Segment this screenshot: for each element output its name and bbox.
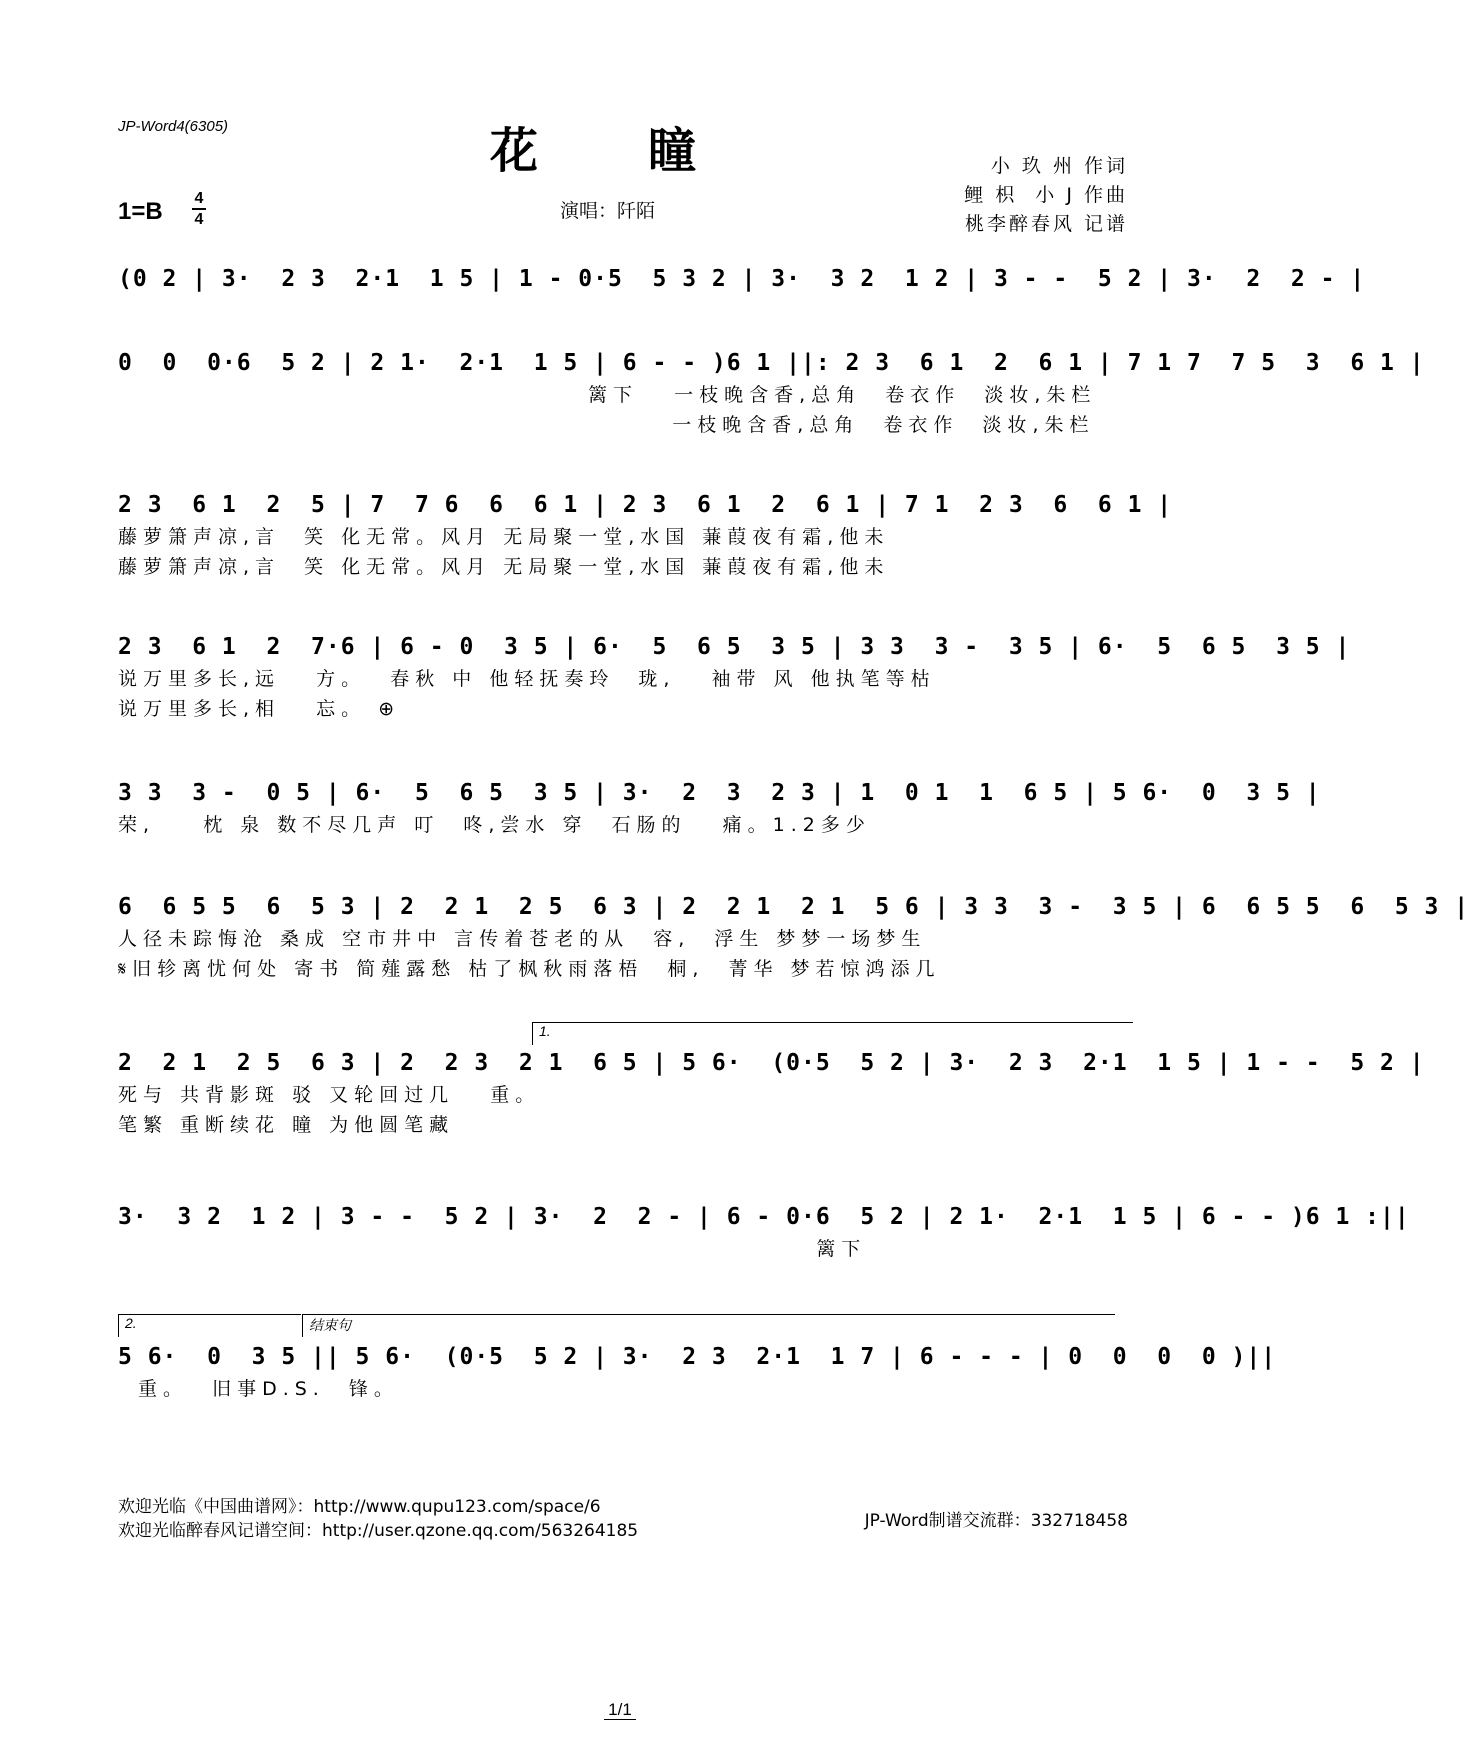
notes-line: 2 2 1 2 5 6 3 | 2 2 3 2 1 6 5 | 5 6· (0·5 5 2 | 3· 2 3 2·1 1 5 | 1 - - 5 2 | <box>118 1050 1425 1076</box>
lyrics-verse-1: 篱下 <box>118 1238 867 1260</box>
lyrics-verse-2: 笔繁 重断续花 瞳 为他圆笔藏 <box>118 1114 455 1136</box>
lyrics-verse-1: 说万里多长,远 方。 春秋 中 他轻抚奏玲 珑, 袖带 风 他执笔等枯 <box>118 668 936 690</box>
key-signature: 1=B <box>118 198 163 225</box>
second-ending-bracket: 2. <box>118 1314 301 1337</box>
singer-credit: 演唱：阡陌 <box>560 200 656 222</box>
page-number-text: 1/1 <box>604 1700 636 1720</box>
footer-link-line-1[interactable]: 欢迎光临《中国曲谱网》：http://www.qupu123.com/space/6 <box>118 1497 601 1517</box>
lyrics-verse-1: 死与 共背影斑 驳 又轮回过几 重。 <box>118 1084 541 1106</box>
time-signature-top: 4 <box>194 190 204 207</box>
score-system-6 <box>118 890 1469 984</box>
notes-line: 2 3 6 1 2 5 | 7 7 6 6 6 1 | 2 3 6 1 2 6 1 | 7 1 2 3 6 6 1 | <box>118 492 1173 518</box>
footer-link-line-2[interactable]: 欢迎光临醉春风记谱空间：http://user.qzone.qq.com/563264185 <box>118 1521 639 1541</box>
lyrics-verse-1: 重。 旧事D.S. 锋。 <box>138 1378 399 1400</box>
score-system-3 <box>118 488 1173 582</box>
notes-line: (0 2 | 3· 2 3 2·1 1 5 | 1 - 0·5 5 3 2 | 3· 3 2 1 2 | 3 - - 5 2 | 3· 2 2 - | <box>118 266 1366 292</box>
lyrics-verse-1: 人径未踪悔沧 桑成 空市井中 言传着苍老的从 容, 浮生 梦梦一场梦生 <box>118 928 927 950</box>
software-label: JP-Word4(6305) <box>118 118 229 135</box>
time-signature-bottom: 4 <box>194 211 204 228</box>
score-system-1 <box>118 262 1366 296</box>
credits <box>964 152 1128 239</box>
ending-phrase-bracket: 结束句 <box>302 1314 1115 1337</box>
footer-links <box>118 1495 638 1543</box>
footer-group-info: JP-Word制谱交流群：332718458 <box>864 1511 1128 1531</box>
page-number <box>0 1700 1240 1720</box>
song-title: 花瞳 <box>490 123 807 179</box>
lyrics-verse-2: 说万里多长,相 忘。 ⊕ <box>118 698 401 720</box>
score-system-5 <box>118 776 1321 840</box>
score-system-9 <box>118 1340 1277 1404</box>
composer-credit: 鲤 枳 小 J 作曲 <box>964 184 1128 206</box>
transcriber-credit: 桃李醉春风 记谱 <box>964 213 1128 235</box>
notes-line: 3· 3 2 1 2 | 3 - - 5 2 | 3· 2 2 - | 6 - 0·6 5 2 | 2 1· 2·1 1 5 | 6 - - )6 1 :|| <box>118 1204 1410 1230</box>
time-signature <box>192 190 206 228</box>
lyrics-verse-1: 荣, 枕 泉 数不尽几声 叮 咚,尝水 穿 石肠的 痛。1.2多少 <box>118 814 871 836</box>
lyricist-credit: 小 玖 州 作词 <box>990 155 1128 177</box>
score-system-2 <box>118 346 1425 440</box>
notes-line: 0 0 0·6 5 2 | 2 1· 2·1 1 5 | 6 - - )6 1 ||: 2 3 6 1 2 6 1 | 7 1 7 7 5 3 6 1 | <box>118 350 1425 376</box>
lyrics-verse-1: 藤萝箫声凉,言 笑 化无常。风月 无局聚一堂,水国 蒹葭夜有霜,他未 <box>118 526 890 548</box>
score-system-8 <box>118 1200 1410 1264</box>
lyrics-verse-2: 一枝晚含香,总角 卷衣作 淡妆,朱栏 <box>588 414 1095 436</box>
lyrics-verse-2: 𝄋旧轸离忧何处 寄书 简薤露愁 枯了枫秋雨落梧 桐, 菁华 梦若惊鸿添几 <box>118 958 941 980</box>
lyrics-verse-1: 篱下 一枝晚含香,总角 卷衣作 淡妆,朱栏 <box>588 384 1097 406</box>
notes-line: 6 6 5 5 6 5 3 | 2 2 1 2 5 6 3 | 2 2 1 2 1 5 6 | 3 3 3 - 3 5 | 6 6 5 5 6 5 3 | <box>118 894 1469 920</box>
notes-line: 5 6· 0 3 5 || 5 6· (0·5 5 2 | 3· 2 3 2·1 1 7 | 6 - - - | 0 0 0 0 )|| <box>118 1344 1277 1370</box>
lyrics-verse-2: 藤萝箫声凉,言 笑 化无常。风月 无局聚一堂,水国 蒹葭夜有霜,他未 <box>118 556 890 578</box>
score-system-7 <box>118 1046 1425 1140</box>
notes-line: 3 3 3 - 0 5 | 6· 5 6 5 3 5 | 3· 2 3 2 3 | 1 0 1 1 6 5 | 5 6· 0 3 5 | <box>118 780 1321 806</box>
score-system-4 <box>118 630 1351 724</box>
notes-line: 2 3 6 1 2 7·6 | 6 - 0 3 5 | 6· 5 6 5 3 5 | 3 3 3 - 3 5 | 6· 5 6 5 3 5 | <box>118 634 1351 660</box>
first-ending-bracket: 1. <box>532 1022 1133 1045</box>
